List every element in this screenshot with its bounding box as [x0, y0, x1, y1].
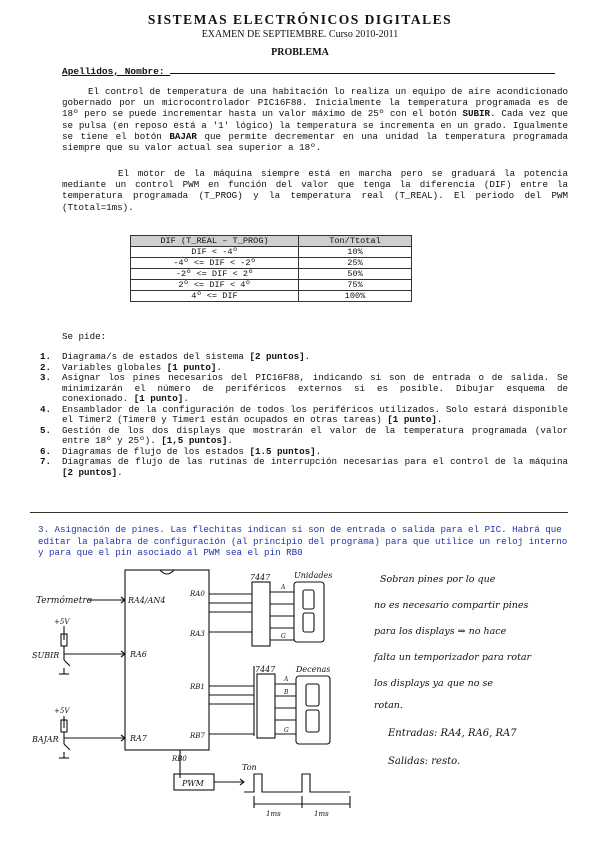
dif-cell: -4º <= DIF < -2º	[131, 258, 299, 269]
task-number: 7.	[40, 456, 52, 467]
decoder-1-label: 7447	[250, 573, 271, 582]
bajar-keyword: BAJAR	[169, 130, 197, 142]
decoder-2	[257, 674, 275, 738]
unidades-display	[294, 582, 324, 642]
task-end: .	[216, 361, 222, 373]
dec1-pin-a: A	[281, 584, 286, 591]
rb1-pin-label: RB1	[190, 683, 205, 691]
ra4-pin-label: RA4/AN4	[128, 596, 166, 605]
dif-cell: 4º <= DIF	[131, 291, 299, 302]
task-end: .	[436, 414, 443, 425]
table-row	[131, 247, 412, 258]
dif-table	[130, 235, 412, 302]
note-line-3: para los displays ⇒ no hace	[374, 626, 507, 637]
answer-heading: 3. Asignación de pines. Las flechitas indican si son de entrada o salida para el PIC. Habrá que editar la palabra de configuración (al principio del programa) para que utilice un reloj interno y para que el pin asociado al PWM sea el pin RB0	[38, 524, 568, 558]
salidas-note: Salidas: resto.	[388, 756, 461, 767]
note-line-6: rotan.	[374, 700, 403, 711]
ton-cell: 75%	[299, 280, 412, 291]
ton-label: Ton	[242, 763, 257, 772]
dif-cell: DIF < -4º	[131, 247, 299, 258]
section-divider	[30, 512, 568, 513]
period-2-label: 1ms	[314, 810, 329, 818]
bajar-switch-lever	[64, 744, 70, 750]
task-number: 4.	[40, 403, 52, 415]
name-blank-line	[170, 73, 555, 74]
unidades-label: Unidades	[294, 571, 333, 580]
vcc-label-2: +5V	[54, 707, 70, 715]
task-end: .	[183, 393, 189, 404]
table-row	[131, 291, 412, 302]
ra3-pin-label: RA3	[190, 630, 205, 638]
dec2-pin-a: A	[284, 676, 289, 683]
ton-cell: 25%	[299, 258, 412, 269]
table-row	[131, 280, 412, 291]
rb0-pin-label: RB0	[172, 755, 187, 763]
intro-paragraph-2: El motor de la máquina siempre está en marcha pero se graduará la potencia mediante un control PWM en función del valor que tenga la diferencia (DIF) entre la temperatura programada (T_PROG) y la temperatura real (T_REAL). El periodo del PWM (Ttotal=1ms).	[62, 168, 568, 213]
intro-paragraph-1	[62, 86, 568, 153]
unidades-segment-top	[303, 590, 314, 609]
task-number: 5.	[40, 424, 52, 436]
decoder-2-label: 7447	[255, 665, 276, 674]
task-text: Variables globales	[62, 361, 167, 373]
dec2-pin-b: B	[284, 689, 289, 696]
decenas-segment-bottom	[306, 710, 319, 732]
intro-p1-a: El control de temperatura de una habitación lo realiza un equipo de aire acondicionado gobernado por un microcontrolador PIC16F88. Inicialmente la temperatura programada es de 18º pero se puede incrementar hasta un valor máximo de 25º con el botón	[62, 86, 568, 120]
dec2-pin-g: G	[284, 727, 289, 734]
ton-cell: 50%	[299, 269, 412, 280]
task-points: [2 puntos]	[62, 466, 118, 478]
list-item	[40, 405, 568, 426]
task-points: [1,5 puntos]	[161, 435, 228, 446]
list-item	[40, 373, 568, 405]
task-number: 3.	[40, 372, 52, 383]
decenas-segment-top	[306, 684, 319, 706]
dif-cell: -2º <= DIF < 2º	[131, 269, 299, 280]
task-text: Diagrama/s de estados del sistema	[62, 351, 250, 362]
period-1-label: 1ms	[266, 810, 281, 818]
vcc-label-1: +5V	[54, 618, 70, 626]
task-points: [1 punto]	[166, 361, 217, 373]
unidades-segment-bottom	[303, 613, 314, 632]
ton-cell: 10%	[299, 247, 412, 258]
pwm-waveform	[244, 774, 350, 792]
decenas-label: Decenas	[296, 665, 331, 674]
entradas-note: Entradas: RA4, RA6, RA7	[388, 728, 517, 739]
table-row	[131, 258, 412, 269]
pin-assignment-diagram	[32, 568, 572, 826]
dif-table-header	[131, 236, 412, 247]
pwm-label: PWM	[182, 779, 204, 788]
decoder-1	[252, 582, 270, 646]
list-item	[40, 457, 568, 478]
name-label: Apellidos, Nombre:	[62, 66, 165, 77]
task-points: [1 punto]	[387, 414, 437, 425]
tasks-list	[40, 352, 568, 478]
subir-switch-lever	[64, 660, 70, 666]
ton-cell: 100%	[299, 291, 412, 302]
note-line-5: los displays ya que no se	[374, 678, 493, 689]
list-item	[40, 426, 568, 447]
task-text: Diagramas de flujo de las rutinas de interrupción necesarias para el control de la máquina	[62, 456, 568, 467]
task-text: Gestión de los dos displays que mostrarán el valor de la temperatura programada (valor entre 18º y 25º).	[62, 424, 568, 446]
note-line-4: falta un temporizador para rotar	[374, 652, 532, 663]
intro-p1-b: . Cada vez que se pulsa (en reposo está a '1' lógico) la temperatura se incrementa en un grado. Igualmente se tiene el botón	[62, 108, 568, 142]
ra6-pin-label: RA6	[130, 650, 147, 659]
dif-header: DIF (T_REAL – T_PROG)	[131, 236, 299, 247]
task-end: .	[227, 435, 233, 446]
bajar-label: BAJAR	[32, 735, 59, 744]
exam-title: SISTEMAS ELECTRÓNICOS DIGITALES	[147, 12, 453, 27]
task-points: [1.5 puntos]	[249, 445, 316, 457]
ra7-pin-label: RA7	[130, 734, 147, 743]
task-text: Diagramas de flujo de los estados	[62, 445, 250, 457]
table-row	[131, 269, 412, 280]
subir-label: SUBIR	[32, 651, 60, 660]
ra0-pin-label: RA0	[190, 590, 205, 598]
name-field	[62, 66, 560, 77]
task-end: .	[117, 466, 123, 478]
task-end: .	[304, 351, 311, 362]
termometro-label: Termómetro	[36, 596, 93, 606]
task-end: .	[315, 445, 322, 457]
problem-heading: PROBLEMA	[271, 47, 329, 58]
note-line-1: Sobran pines por lo que	[380, 574, 496, 585]
intro-p1-c: que permite decrementar en una unidad la temperatura programada siempre que su valor actual sea superior a 18º.	[62, 130, 568, 154]
exam-subtitle: EXAMEN DE SEPTIEMBRE. Curso 2010-2011	[201, 29, 399, 40]
dif-cell: 2º <= DIF < 4º	[131, 280, 299, 291]
note-line-2: no es necesario compartir pines	[374, 600, 529, 611]
task-number: 6.	[40, 445, 52, 457]
task-number: 2.	[40, 361, 52, 373]
pic-chip-notch	[160, 570, 174, 574]
task-number: 1.	[40, 351, 52, 362]
task-text: Ensamblador de la configuración de todos los periféricos utilizados. Solo estará disponible el Timer2 (Timer0 y Timer1 están ocupados en otras tareas)	[62, 403, 568, 425]
ton-header: Ton/Ttotal	[299, 236, 412, 247]
task-points: [1 punto]	[133, 393, 184, 404]
task-text: Asignar los pines necesarios del PIC16F88, indicando si son de entrada o de salida. Se minimizarán el número de periféricos externos si es posible. Dibujar esquema de conexionado.	[62, 372, 568, 404]
task-points: [2 puntos]	[249, 351, 305, 362]
rb7-pin-label: RB7	[190, 732, 205, 740]
dec1-pin-g: G	[281, 633, 286, 640]
subir-keyword: SUBIR	[462, 108, 491, 120]
tasks-intro: Se pide:	[62, 331, 107, 342]
